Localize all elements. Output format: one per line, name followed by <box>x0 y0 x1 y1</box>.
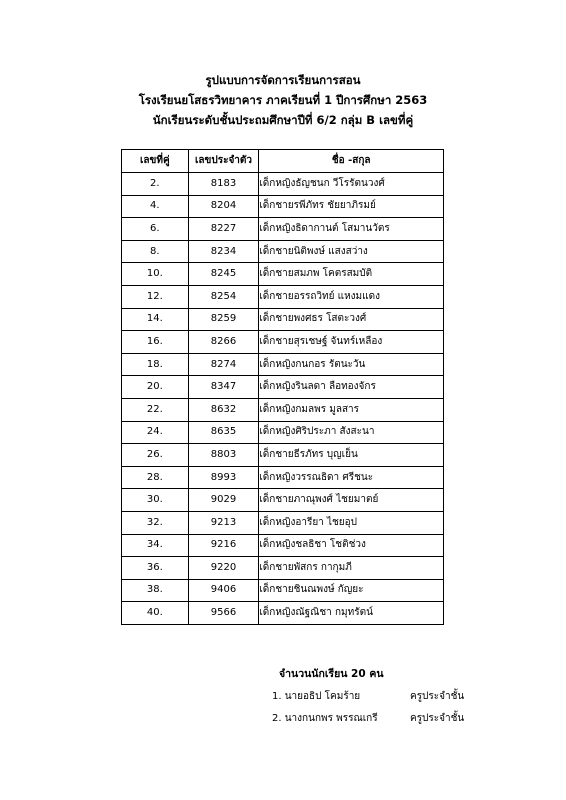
student-id: 8347 <box>188 376 259 399</box>
student-id: 8234 <box>188 240 259 263</box>
student-id: 9029 <box>188 489 259 512</box>
row-number: 10. <box>122 263 189 286</box>
document-header <box>0 70 566 130</box>
table-row <box>122 173 444 196</box>
row-number: 8. <box>122 240 189 263</box>
row-number: 40. <box>122 602 189 625</box>
student-name: เด็กหญิงศิริประภา สังสะนา <box>259 421 444 444</box>
class-group-line: นักเรียนระดับชั้นประถมศึกษาปีที่ 6/2 กลุ่ม B เลขที่คู่ <box>152 113 414 127</box>
row-number: 4. <box>122 195 189 218</box>
student-count: จำนวนนักเรียน 20 คน <box>279 668 384 680</box>
student-id: 9213 <box>188 511 259 534</box>
teacher-role: ครูประจำชั้น <box>410 713 465 724</box>
table-row <box>122 376 444 399</box>
student-name: เด็กหญิงชลธิชา โชติช่วง <box>259 534 444 557</box>
student-roster-table <box>121 149 444 625</box>
table-row <box>122 331 444 354</box>
table-row <box>122 353 444 376</box>
table-row <box>122 511 444 534</box>
student-name: เด็กหญิงธัญชนก วีโรรัตนวงศ์ <box>259 173 444 196</box>
student-id: 8183 <box>188 173 259 196</box>
table-header-row <box>122 150 444 173</box>
student-id: 9220 <box>188 557 259 580</box>
row-number: 26. <box>122 444 189 467</box>
table-row <box>122 489 444 512</box>
student-id: 8632 <box>188 398 259 421</box>
student-name: เด็กหญิงกนกอร รัตนะวัน <box>259 353 444 376</box>
school-term-line: โรงเรียนยโสธรวิทยาคาร ภาคเรียนที่ 1 ปีการศึกษา 2563 <box>138 93 428 107</box>
table-row <box>122 195 444 218</box>
teacher-name: 1. นายอธิป โคมร้าย <box>272 691 361 702</box>
teacher-role: ครูประจำชั้น <box>410 691 465 702</box>
student-id: 8227 <box>188 218 259 241</box>
table-row <box>122 579 444 602</box>
student-id: 9406 <box>188 579 259 602</box>
row-number: 12. <box>122 285 189 308</box>
table-row <box>122 444 444 467</box>
table-header <box>122 150 444 173</box>
table-row <box>122 602 444 625</box>
row-number: 20. <box>122 376 189 399</box>
teacher-name: 2. นางกนกพร พรรณเกรี <box>272 713 378 724</box>
row-number: 22. <box>122 398 189 421</box>
student-name: เด็กชายอรรถวิทย์ แหงมแดง <box>259 285 444 308</box>
row-number: 24. <box>122 421 189 444</box>
student-id: 8993 <box>188 466 259 489</box>
student-id: 8204 <box>188 195 259 218</box>
student-name: เด็กหญิงอารียา ไชยอุป <box>259 511 444 534</box>
student-id: 8254 <box>188 285 259 308</box>
table-row <box>122 421 444 444</box>
student-id: 8266 <box>188 331 259 354</box>
header-full-name: ชื่อ -สกุล <box>259 150 444 173</box>
student-name: เด็กชายรพีภัทร ชัยยาภิรมย์ <box>259 195 444 218</box>
table-row <box>122 218 444 241</box>
header-student-id: เลขประจำตัว <box>188 150 259 173</box>
student-id: 8635 <box>188 421 259 444</box>
student-name: เด็กชายสมภพ โคตรสมบัติ <box>259 263 444 286</box>
student-name: เด็กหญิงกมลพร มูลสาร <box>259 398 444 421</box>
row-number: 6. <box>122 218 189 241</box>
student-name: เด็กชายธีรภัทร บุญเย็น <box>259 444 444 467</box>
row-number: 16. <box>122 331 189 354</box>
table-row <box>122 308 444 331</box>
document-title: รูปแบบการจัดการเรียนการสอน <box>205 73 361 87</box>
student-name: เด็กชายภาณุพงศ์ ไชยมาตย์ <box>259 489 444 512</box>
row-number: 2. <box>122 173 189 196</box>
student-name: เด็กชายสุรเชษฐ์ จันทร์เหลือง <box>259 331 444 354</box>
table-row <box>122 466 444 489</box>
student-name: เด็กชายชินณพงษ์ กัญยะ <box>259 579 444 602</box>
table-row <box>122 240 444 263</box>
table-row <box>122 534 444 557</box>
student-name: เด็กชายพัสกร กากุมภี <box>259 557 444 580</box>
student-id: 8245 <box>188 263 259 286</box>
row-number: 32. <box>122 511 189 534</box>
student-name: เด็กหญิงธิดากานต์ โสมานวัตร <box>259 218 444 241</box>
student-id: 8259 <box>188 308 259 331</box>
student-name: เด็กชายนิติพงษ์ แสงสว่าง <box>259 240 444 263</box>
row-number: 30. <box>122 489 189 512</box>
student-name: เด็กหญิงวรรณธิดา ศรีชนะ <box>259 466 444 489</box>
student-id: 8803 <box>188 444 259 467</box>
row-number: 36. <box>122 557 189 580</box>
row-number: 18. <box>122 353 189 376</box>
row-number: 34. <box>122 534 189 557</box>
table-row <box>122 285 444 308</box>
row-number: 28. <box>122 466 189 489</box>
student-id: 9216 <box>188 534 259 557</box>
table-body <box>122 173 444 625</box>
table-row <box>122 263 444 286</box>
student-name: เด็กชายพงศธร โสตะวงศ์ <box>259 308 444 331</box>
student-id: 8274 <box>188 353 259 376</box>
row-number: 14. <box>122 308 189 331</box>
student-name: เด็กหญิงณัฐณิชา กมุทรัตน์ <box>259 602 444 625</box>
student-id: 9566 <box>188 602 259 625</box>
student-name: เด็กหญิงรินลดา ลือทองจักร <box>259 376 444 399</box>
header-number: เลขที่คู่ <box>122 150 189 173</box>
table-row <box>122 398 444 421</box>
table-row <box>122 557 444 580</box>
row-number: 38. <box>122 579 189 602</box>
